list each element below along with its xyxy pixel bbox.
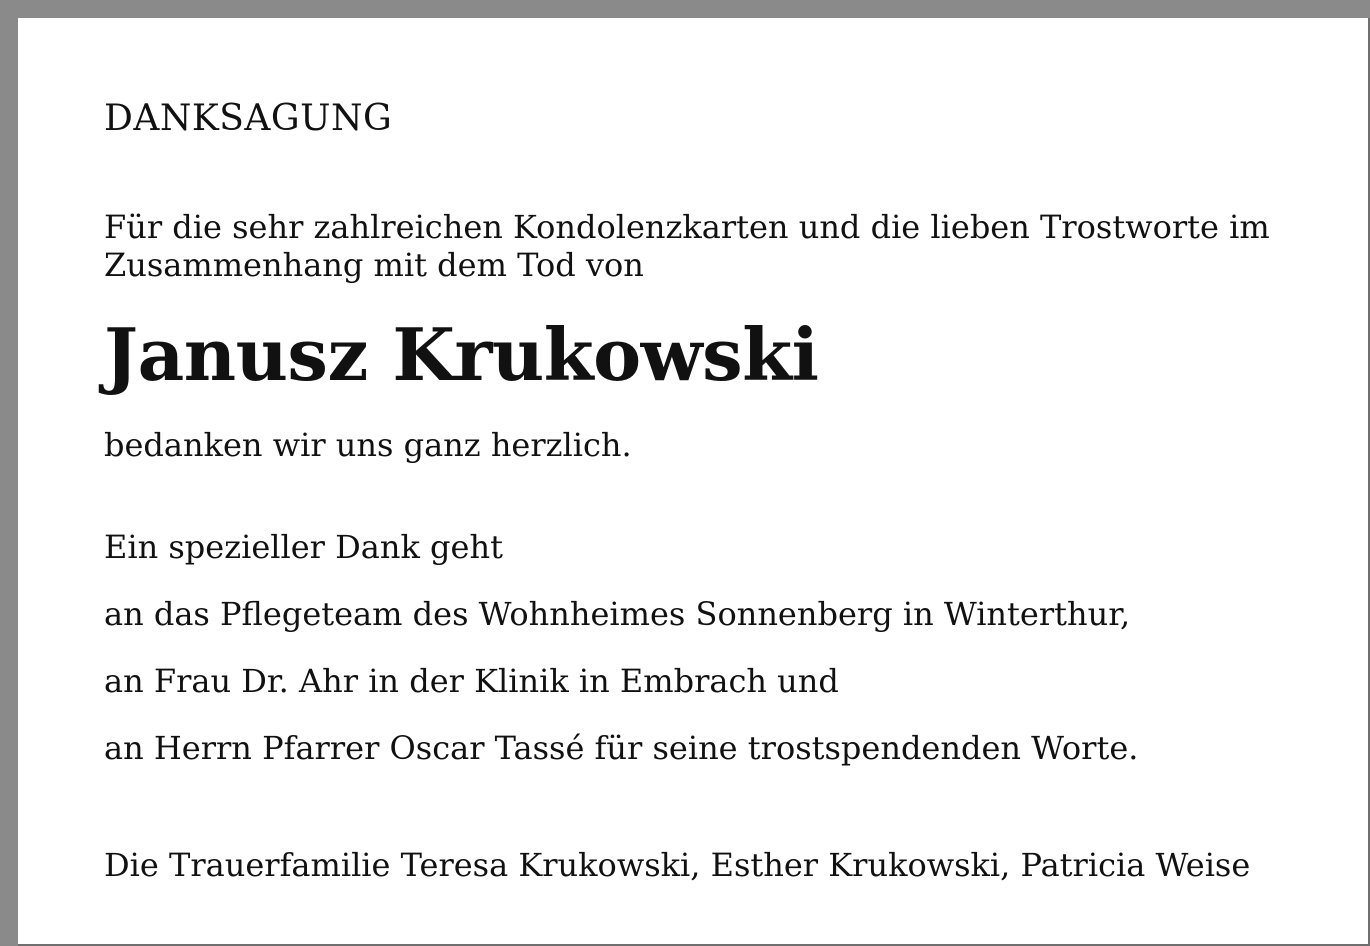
notice-intro-text: Für die sehr zahlreichen Kondolenzkarten und die lieben Trostworte im Zusammenhang mit dem Tod von xyxy=(104,208,1270,284)
special-thanks-line: an das Pflegeteam des Wohnheimes Sonnenberg in Winterthur, xyxy=(104,595,1131,633)
special-thanks-line: an Frau Dr. Ahr in der Klinik in Embrach und xyxy=(104,662,839,700)
special-thanks-intro: Ein spezieller Dank geht xyxy=(104,528,503,566)
special-thanks-line: an Herrn Pfarrer Oscar Tassé für seine trostspendenden Worte. xyxy=(104,729,1139,767)
thanks-text: bedanken wir uns ganz herzlich. xyxy=(104,426,632,464)
deceased-name: Janusz Krukowski xyxy=(104,312,819,397)
notice-heading: DANKSAGUNG xyxy=(104,98,393,139)
notice-card xyxy=(18,18,1370,946)
family-signature: Die Trauerfamilie Teresa Krukowski, Esther Krukowski, Patricia Weise xyxy=(104,846,1251,884)
